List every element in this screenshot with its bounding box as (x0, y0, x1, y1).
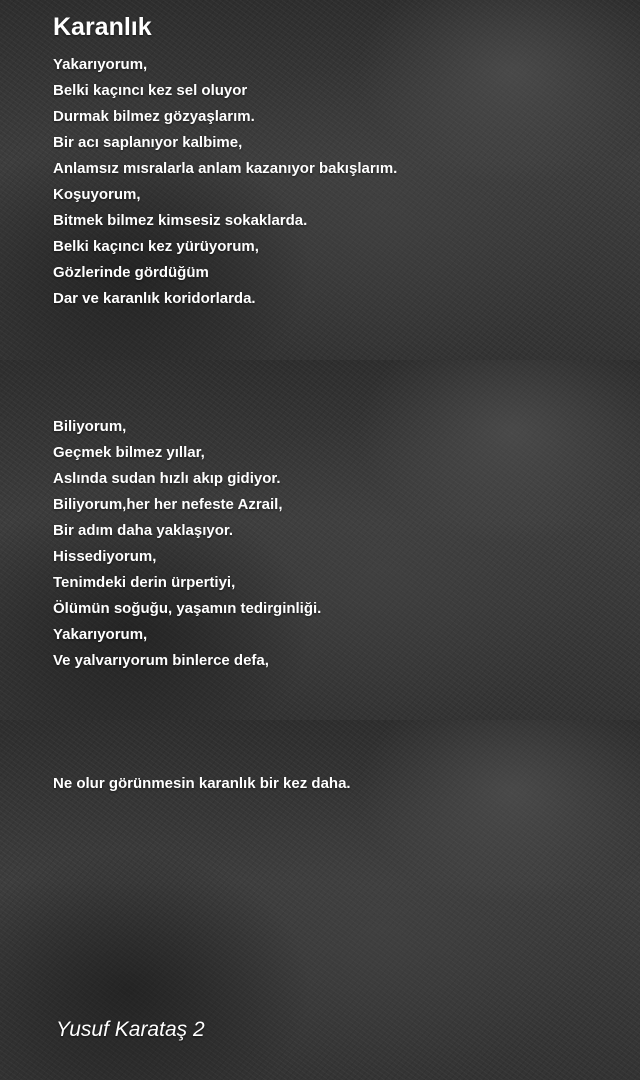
poem-line: Bir adım daha yaklaşıyor. (53, 522, 234, 539)
poem-line: Geçmek bilmez yıllar, (53, 444, 205, 461)
poem-line: Durmak bilmez gözyaşlarım. (53, 108, 255, 125)
stanza-1 (53, 52, 397, 312)
poem-line: Biliyorum, (53, 418, 127, 435)
poem-title: Karanlık (53, 13, 152, 41)
poem-panel-1 (0, 0, 640, 360)
poem-panel-3 (0, 720, 640, 1080)
poem-line: Koşuyorum, (53, 186, 141, 203)
poem-line: Ölümün soğuğu, yaşamın tedirginliği. (53, 600, 322, 617)
poem-line: Biliyorum,her her nefeste Azrail, (53, 496, 283, 513)
poem-line: Anlamsız mısralarla anlam kazanıyor bakışlarım. (53, 160, 398, 177)
poem-line: Dar ve karanlık koridorlarda. (53, 290, 256, 307)
stanza-2 (53, 414, 321, 674)
poem-line: Aslında sudan hızlı akıp gidiyor. (53, 470, 281, 487)
poem-panel-2 (0, 360, 640, 720)
poem-line: Hissediyorum, (53, 548, 157, 565)
stanza-3 (53, 771, 351, 797)
poem-line: Belki kaçıncı kez sel oluyor (53, 82, 248, 99)
poem-line: Belki kaçıncı kez yürüyorum, (53, 238, 259, 255)
poem-line: Yakarıyorum, (53, 626, 148, 643)
poem-line: Bir acı saplanıyor kalbime, (53, 134, 243, 151)
poem-line: Gözlerinde gördüğüm (53, 264, 209, 281)
poem-line: Ne olur görünmesin karanlık bir kez daha. (53, 775, 351, 792)
poem-line: Tenimdeki derin ürpertiyi, (53, 574, 236, 591)
poem-line: Yakarıyorum, (53, 56, 148, 73)
poem-line: Bitmek bilmez kimsesiz sokaklarda. (53, 212, 308, 229)
poem-author: Yusuf Karataş 2 (56, 1018, 205, 1041)
poem-line: Ve yalvarıyorum binlerce defa, (53, 652, 269, 669)
